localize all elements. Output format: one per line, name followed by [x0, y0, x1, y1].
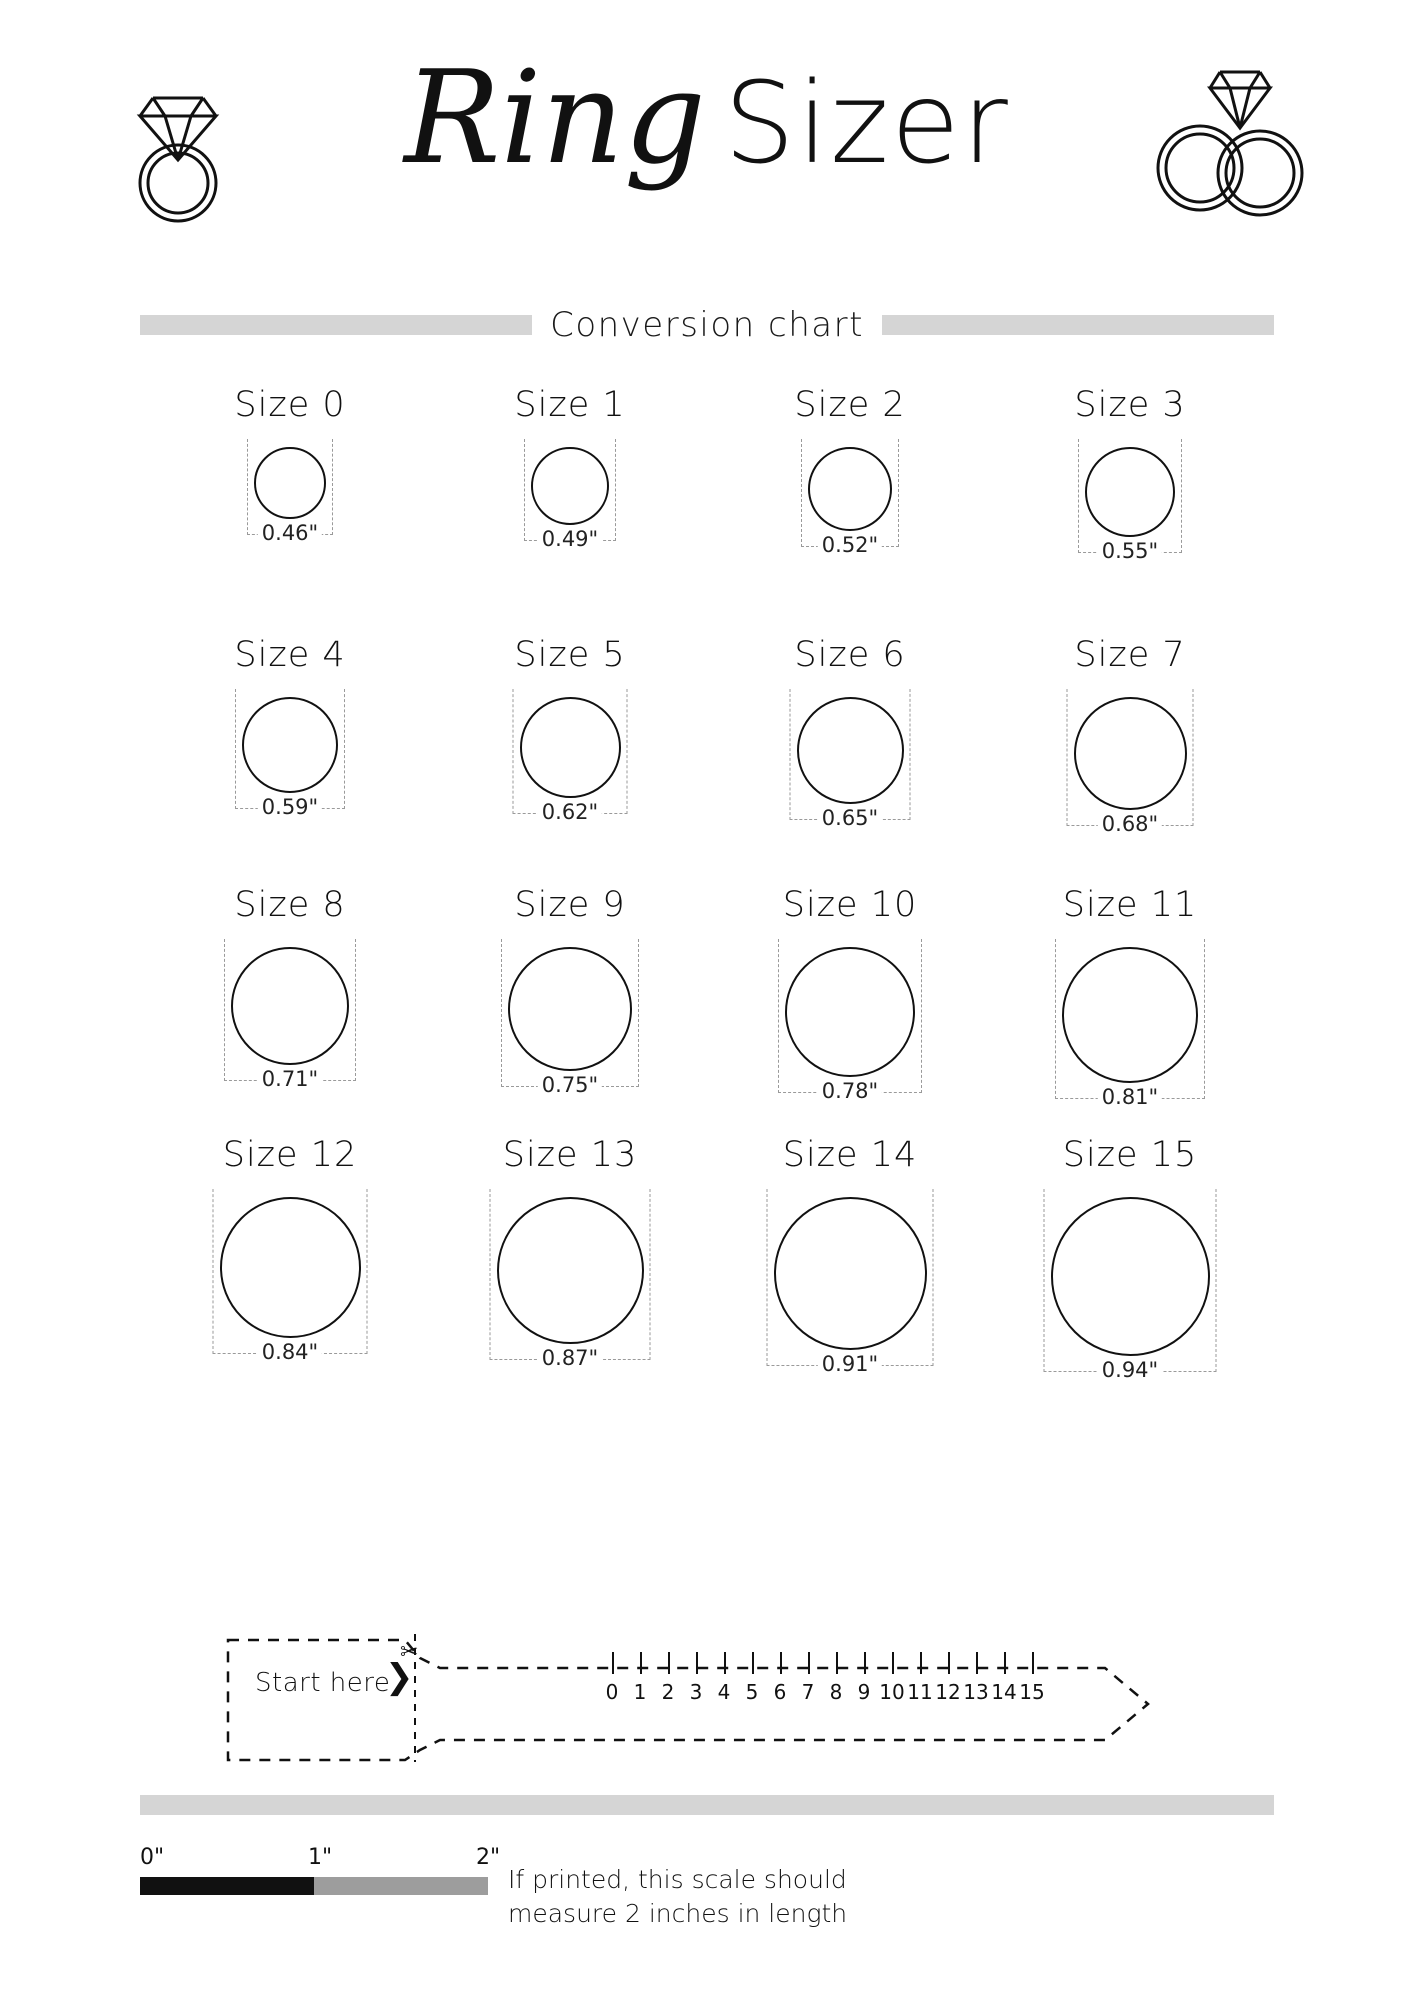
strip-tick	[612, 1652, 614, 1674]
ring-size-label: Size 15	[1062, 1135, 1198, 1175]
ring-size-cell	[430, 885, 710, 1135]
ring-circle-wrap	[990, 935, 1270, 1135]
diameter-guide-bracket	[501, 939, 639, 1087]
strip-tick-label: 6	[773, 1680, 787, 1704]
ring-diameter-label: 0.71"	[258, 1067, 322, 1091]
diameter-guide-bracket	[513, 689, 628, 814]
ring-diameter-label: 0.68"	[1098, 812, 1162, 836]
ring-diameter-label: 0.75"	[538, 1073, 602, 1097]
strip-tick	[724, 1652, 726, 1674]
ring-size-label: Size 0	[234, 385, 346, 425]
ring-measure-group	[1054, 685, 1207, 844]
strip-tick-label: 5	[745, 1680, 759, 1704]
strip-tick	[780, 1652, 782, 1674]
ring-size-cell	[430, 385, 710, 635]
subtitle-bar-left	[140, 315, 532, 335]
ruler-note-line-2: measure 2 inches in length	[508, 1898, 848, 1928]
calibration-ruler	[140, 1845, 1280, 1955]
strip-tick-scale	[605, 1652, 1057, 1722]
ring-measure-group	[477, 1185, 664, 1378]
ring-size-label: Size 11	[1062, 885, 1198, 925]
ruler-segment-first-inch	[140, 1877, 314, 1895]
ring-size-cell	[430, 1135, 710, 1385]
ring-measure-group	[788, 435, 912, 565]
strip-tick-label: 7	[801, 1680, 815, 1704]
strip-tick	[976, 1652, 978, 1674]
ring-size-label: Size 6	[794, 635, 906, 675]
diameter-guide-bracket	[213, 1189, 368, 1354]
ring-size-cell	[990, 635, 1270, 885]
ring-diameter-label: 0.87"	[538, 1346, 602, 1370]
ring-measure-group	[765, 935, 935, 1111]
strip-tick-label: 2	[661, 1680, 675, 1704]
diameter-guide-bracket	[224, 939, 356, 1081]
ring-size-cell	[150, 385, 430, 635]
start-here-label: Start here	[255, 1668, 391, 1698]
ring-measure-group	[1065, 435, 1195, 571]
diameter-guide-bracket	[1044, 1189, 1217, 1372]
ring-size-cell	[710, 885, 990, 1135]
ring-size-cell	[150, 885, 430, 1135]
ruler-bar	[140, 1877, 488, 1895]
ring-circle-wrap	[430, 685, 710, 885]
ring-measure-group	[211, 935, 369, 1099]
diameter-guide-bracket	[767, 1189, 934, 1366]
diameter-guide-bracket	[778, 939, 922, 1093]
size-grid-row	[150, 1135, 1270, 1385]
ring-circle-wrap	[990, 685, 1270, 885]
ruler-mark-label: 0"	[140, 1845, 165, 1870]
double-diamond-ring-icon	[1148, 58, 1318, 227]
ring-size-label: Size 5	[514, 635, 626, 675]
ring-circle-wrap	[150, 1185, 430, 1385]
ring-size-label: Size 2	[794, 385, 906, 425]
ring-diameter-label: 0.94"	[1098, 1358, 1162, 1382]
page-header	[0, 0, 1414, 300]
ring-measure-group	[222, 685, 358, 827]
strip-tick	[696, 1652, 698, 1674]
strip-tick-label: 12	[935, 1680, 961, 1704]
diameter-guide-bracket	[790, 689, 911, 820]
ring-size-cell	[710, 635, 990, 885]
ruler-segment-second-inch	[314, 1877, 488, 1895]
ring-diameter-label: 0.52"	[818, 533, 882, 557]
strip-tick	[892, 1652, 894, 1674]
ruler-note-line-1: If printed, this scale should	[508, 1865, 847, 1894]
bottom-divider-bar	[140, 1795, 1274, 1815]
ring-measure-group	[200, 1185, 381, 1372]
strip-tick	[1032, 1652, 1034, 1674]
ring-size-label: Size 10	[782, 885, 918, 925]
strip-tick	[864, 1652, 866, 1674]
strip-tick	[836, 1652, 838, 1674]
ring-diameter-label: 0.84"	[258, 1340, 322, 1364]
ruler-note	[508, 1863, 847, 1931]
strip-tick	[808, 1652, 810, 1674]
ring-measure-group	[1031, 1185, 1230, 1390]
diameter-guide-bracket	[235, 689, 345, 809]
strip-tick	[752, 1652, 754, 1674]
ring-size-label: Size 7	[1074, 635, 1186, 675]
ring-diameter-label: 0.59"	[258, 795, 322, 819]
ring-size-grid	[150, 385, 1270, 1385]
ring-circle-wrap	[710, 1185, 990, 1385]
strip-tick	[640, 1652, 642, 1674]
ring-diameter-label: 0.78"	[818, 1079, 882, 1103]
ring-circle-wrap	[430, 435, 710, 635]
subtitle-text: Conversion chart	[550, 305, 864, 345]
strip-tick	[1004, 1652, 1006, 1674]
page-title-rest: Sizer	[723, 59, 1010, 189]
size-grid-row	[150, 635, 1270, 885]
ring-measure-group	[754, 1185, 947, 1384]
diameter-guide-bracket	[1078, 439, 1182, 553]
ring-measure-group	[488, 935, 652, 1105]
diameter-guide-bracket	[524, 439, 616, 541]
strip-tick-label: 9	[857, 1680, 871, 1704]
ring-size-label: Size 13	[502, 1135, 638, 1175]
ring-measure-group	[777, 685, 924, 838]
strip-tick-label: 1	[633, 1680, 647, 1704]
strip-tick-label: 13	[963, 1680, 989, 1704]
ring-size-cell	[150, 635, 430, 885]
ruler-mark-label: 2"	[476, 1845, 501, 1870]
ring-circle-wrap	[150, 935, 430, 1135]
ring-diameter-label: 0.46"	[258, 521, 322, 545]
strip-tick-label: 15	[1019, 1680, 1045, 1704]
ring-size-label: Size 14	[782, 1135, 918, 1175]
ring-diameter-label: 0.91"	[818, 1352, 882, 1376]
diameter-guide-bracket	[490, 1189, 651, 1360]
ring-diameter-label: 0.62"	[538, 800, 602, 824]
strip-tick	[920, 1652, 922, 1674]
diameter-guide-bracket	[801, 439, 899, 547]
ring-circle-wrap	[990, 1185, 1270, 1385]
ring-diameter-label: 0.55"	[1098, 539, 1162, 563]
ring-size-cell	[710, 385, 990, 635]
strip-tick-label: 0	[605, 1680, 619, 1704]
ring-size-label: Size 12	[222, 1135, 358, 1175]
ring-size-label: Size 8	[234, 885, 346, 925]
ring-circle-wrap	[150, 435, 430, 635]
strip-tick	[948, 1652, 950, 1674]
strip-tick-label: 3	[689, 1680, 703, 1704]
strip-tick-label: 8	[829, 1680, 843, 1704]
strip-tick-label: 10	[879, 1680, 905, 1704]
ring-diameter-label: 0.65"	[818, 806, 882, 830]
ring-size-label: Size 4	[234, 635, 346, 675]
subtitle-row	[140, 305, 1274, 345]
ring-diameter-label: 0.49"	[538, 527, 602, 551]
ring-size-cell	[150, 1135, 430, 1385]
ring-circle-wrap	[150, 685, 430, 885]
diameter-guide-bracket	[1055, 939, 1205, 1099]
ring-size-label: Size 1	[514, 385, 626, 425]
strip-tick-label: 14	[991, 1680, 1017, 1704]
scissors-icon: ✂	[400, 1640, 419, 1665]
ring-size-label: Size 9	[514, 885, 626, 925]
ring-diameter-label: 0.81"	[1098, 1085, 1162, 1109]
strip-tick-label: 11	[907, 1680, 933, 1704]
ruler-marks	[140, 1845, 501, 1875]
subtitle-bar-right	[882, 315, 1274, 335]
ruler-mark-label: 1"	[308, 1845, 333, 1870]
ring-size-cell	[990, 885, 1270, 1135]
ring-measure-group	[511, 435, 629, 559]
ring-size-label: Size 3	[1074, 385, 1186, 425]
strip-tick-label: 4	[717, 1680, 731, 1704]
ring-measure-group	[500, 685, 641, 832]
ring-measure-group	[1042, 935, 1218, 1117]
ring-circle-wrap	[430, 1185, 710, 1385]
ring-measure-group	[234, 435, 346, 553]
ring-size-cell	[710, 1135, 990, 1385]
size-grid-row	[150, 385, 1270, 635]
ring-circle-wrap	[990, 435, 1270, 635]
ring-circle-wrap	[710, 935, 990, 1135]
paper-ring-sizer-strip	[0, 1612, 1414, 1762]
chevron-right-icon: ❯	[385, 1657, 414, 1697]
size-grid-row	[150, 885, 1270, 1135]
ring-size-cell	[990, 385, 1270, 635]
ring-size-cell	[990, 1135, 1270, 1385]
ring-circle-wrap	[710, 435, 990, 635]
ring-size-cell	[430, 635, 710, 885]
ring-circle-wrap	[430, 935, 710, 1135]
diameter-guide-bracket	[1067, 689, 1194, 826]
strip-tick	[668, 1652, 670, 1674]
ring-circle-wrap	[710, 685, 990, 885]
page-title-script: Ring	[404, 44, 706, 193]
